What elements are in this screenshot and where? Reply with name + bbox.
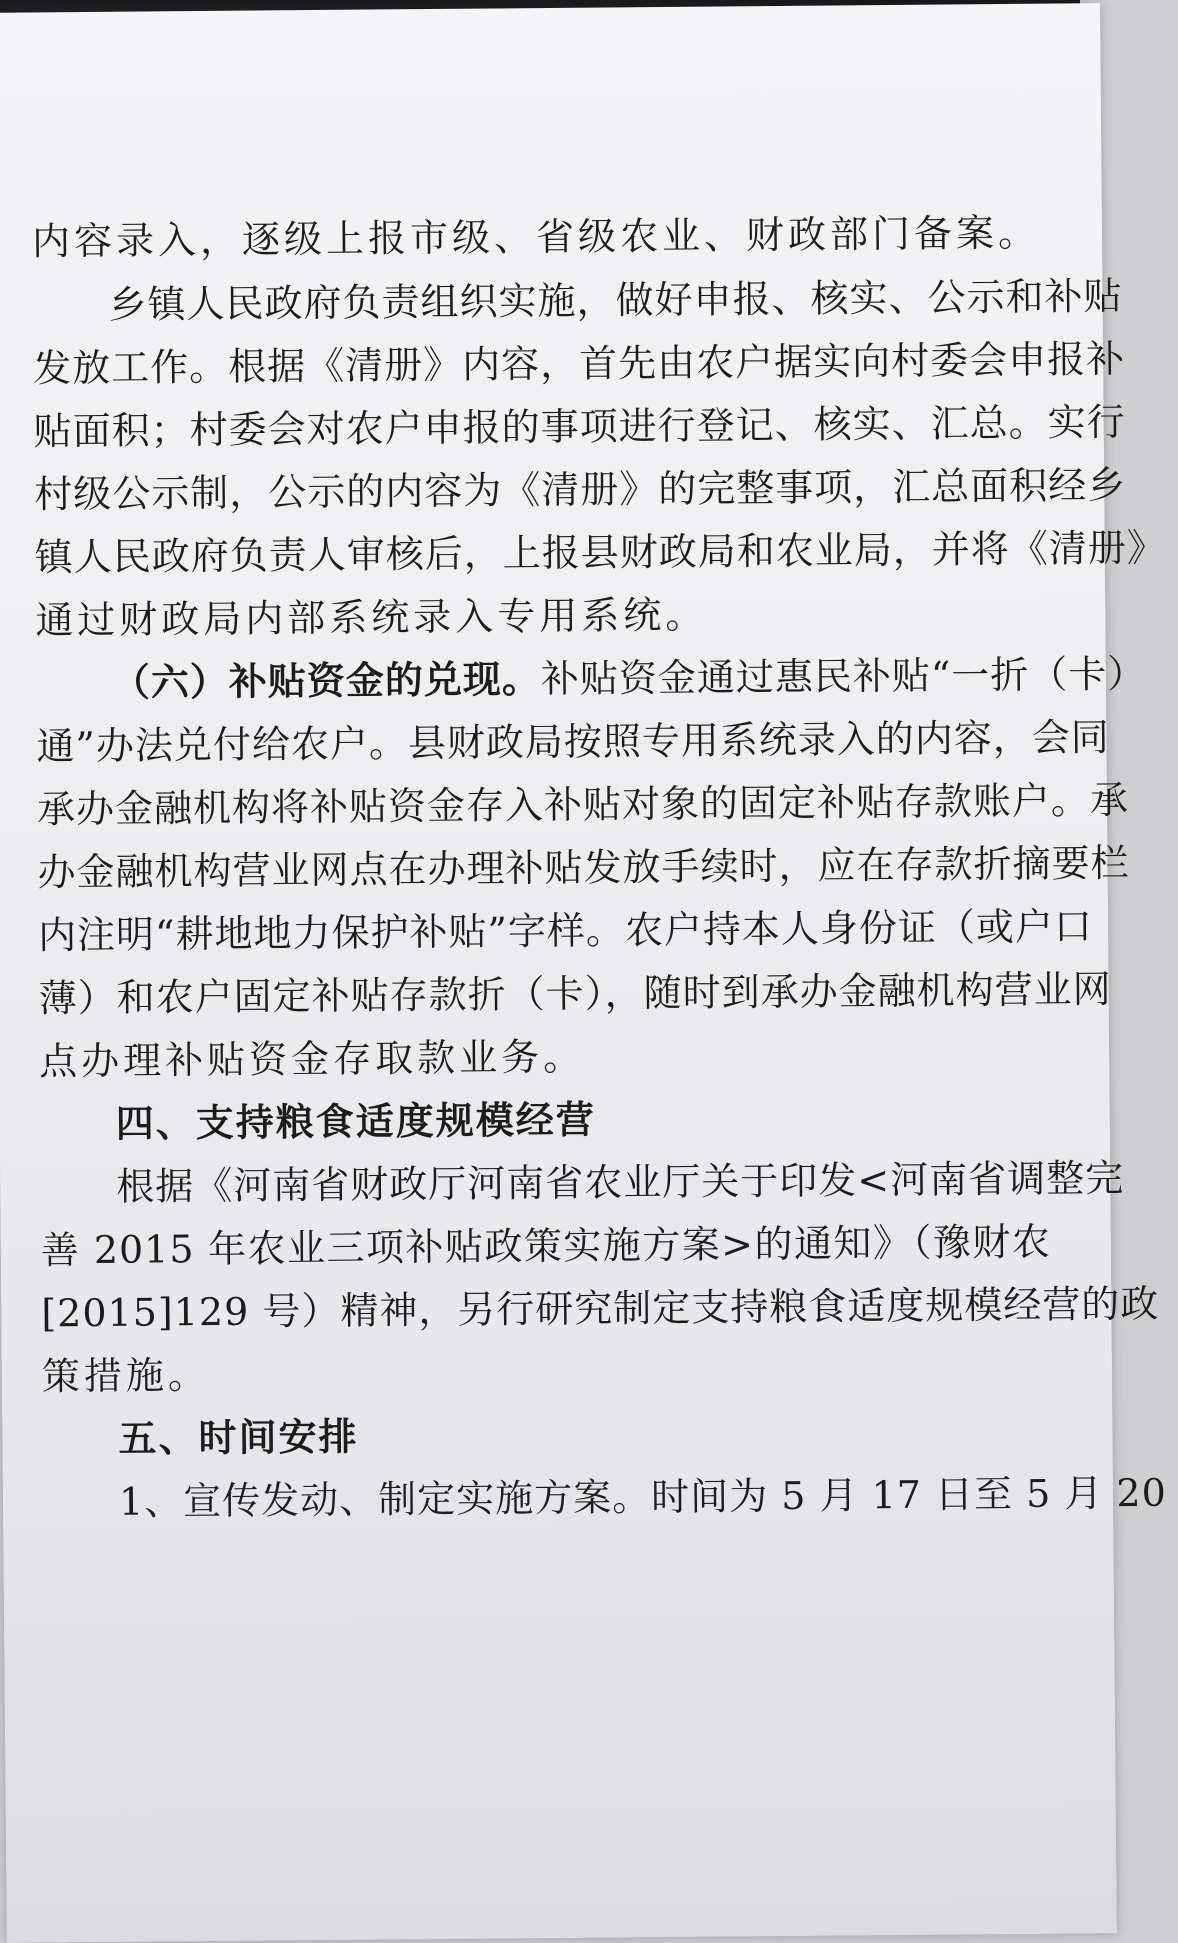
text-line: 点办理补贴资金存取款业务。 bbox=[38, 1034, 586, 1084]
text-line: 补贴资金通过惠民补贴“一折（卡） bbox=[540, 651, 1147, 702]
text-line: 镇人民政府负责人审核后，上报县财政局和农业局，并将《清册》 bbox=[34, 525, 1166, 580]
document-body bbox=[0, 3, 1167, 1932]
section-heading-5: 五、时间安排 bbox=[118, 1414, 359, 1461]
text-line: 乡镇人民政府负责组织实施，做好申报、核实、公示和补贴 bbox=[108, 273, 1123, 327]
text-line: 通”办法兑付给农户。县财政局按照专用系统录入的内容，会同 bbox=[36, 715, 1111, 769]
text-line: 发放工作。根据《清册》内容，首先由农户据实向村委会申报补 bbox=[32, 336, 1126, 391]
section-6-title: （六）补贴资金的兑现。 bbox=[111, 657, 542, 705]
text-line: 善 2015 年农业三项补贴政策实施方案>的通知》（豫财农 bbox=[40, 1219, 1051, 1273]
text-line: 承办金融机构将补贴资金存入补贴对象的固定补贴存款账户。承 bbox=[36, 777, 1130, 832]
text-line: 村级公示制，公示的内容为《清册》的完整事项，汇总面积经乡 bbox=[34, 462, 1127, 517]
text-line: 1、宣传发动、制定实施方案。时间为 5 月 17 日至 5 月 20 bbox=[118, 1470, 1167, 1524]
text-line: 办金融机构营业网点在办理补贴发放手续时，应在存款折摘要栏 bbox=[37, 840, 1130, 895]
text-line: 贴面积；村委会对农户申报的事项进行登记、核实、汇总。实行 bbox=[33, 399, 1126, 454]
text-line: 内容录入，逐级上报市级、省级农业、财政部门备案。 bbox=[31, 210, 1041, 264]
text-line: 薄）和农户固定补贴存款折（卡），随时到承办金融机构营业网 bbox=[38, 967, 1112, 1021]
section-heading-4: 四、支持粮食适度规模经营 bbox=[115, 1097, 596, 1146]
text-line: 通过财政局内部系统录入专用系统。 bbox=[35, 592, 708, 643]
text-line: 内注明“耕地地力保护补贴”字样。农户持本人身份证（或户口 bbox=[37, 904, 1094, 958]
section-6-line bbox=[111, 651, 1147, 706]
text-line: 策措施。 bbox=[41, 1352, 211, 1399]
paper-sheet bbox=[0, 3, 1167, 1943]
text-line: [2015]129 号）精神，另行研究制定支持粮食适度规模经营的政 bbox=[41, 1281, 1160, 1336]
text-line: 根据《河南省财政厅河南省农业厅关于印发<河南省调整完 bbox=[116, 1155, 1125, 1209]
